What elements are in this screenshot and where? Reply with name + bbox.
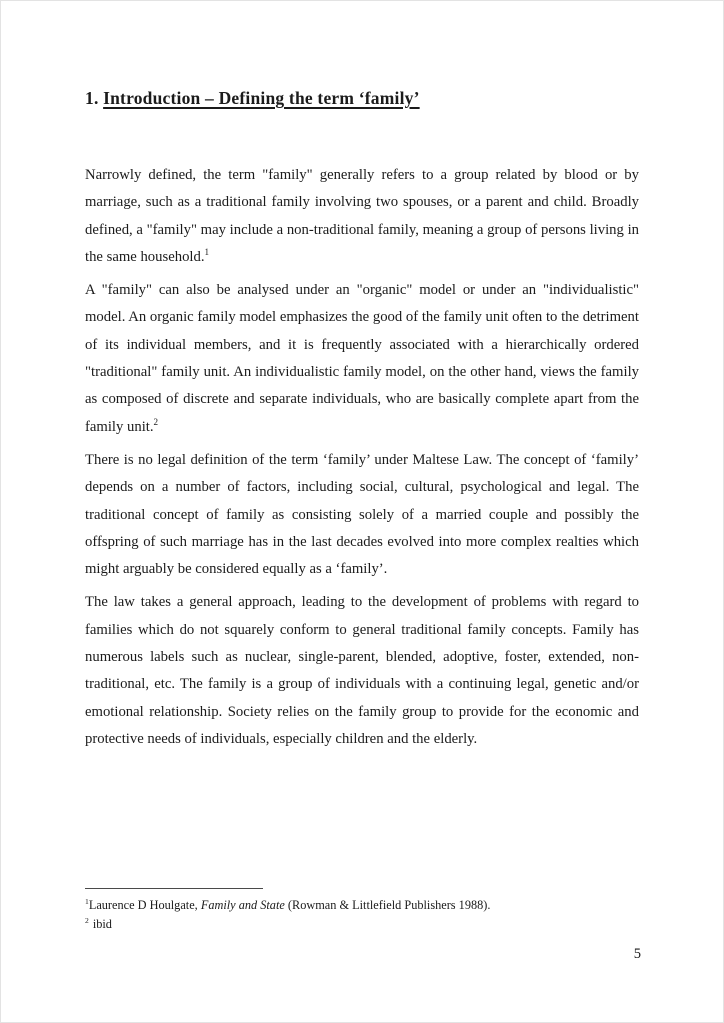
paragraph-3 <box>85 447 639 583</box>
footnote-1 <box>85 896 639 915</box>
paragraph-2 <box>85 277 639 441</box>
paragraph-4 <box>85 589 639 753</box>
paragraph-1 <box>85 162 639 271</box>
footnote-2-text: ibid <box>92 917 112 931</box>
paragraph-1-text: Narrowly defined, the term "family" generally refers to a group related by blood or by marriage, such as a traditional family involving two spouses, or a parent and child. Broadly defined, a "family" may include a non-traditional family, meaning a group of persons living in the same household. <box>85 167 639 265</box>
page-number: 5 <box>633 946 641 962</box>
section-heading <box>85 88 639 109</box>
footnote-1-work-title: Family and State <box>200 898 285 912</box>
footnote-1-marker: 1 <box>85 896 89 906</box>
footnote-area <box>85 888 639 934</box>
footnote-1-publisher: (Rowman & Littlefield Publishers 1988). <box>284 898 491 912</box>
footnote-2 <box>85 915 639 934</box>
footnote-2-marker: 2 <box>85 915 89 925</box>
footnote-separator <box>85 888 263 889</box>
paragraph-2-text: A "family" can also be analysed under an "organic" model or under an "individualistic" model. An organic family model emphasizes the good of the family unit often to the detriment of its individual members, and it is frequently associated with a hierarchically ordered "traditional" family unit. An individualistic family model, on the other hand, views the family as composed of discrete and separate individuals, who are basically complete apart from the family unit. <box>85 282 639 435</box>
footnote-reference-1: 1 <box>204 247 210 257</box>
footnote-reference-2: 2 <box>153 416 159 427</box>
section-title: Introduction – Defining the term ‘family’ <box>103 88 420 108</box>
paragraph-4-text: The law takes a general approach, leading to the development of problems with regard to families which do not squarely conform to general traditional family concepts. Family has numerous labels such as nuclear, single-parent, blended, adoptive, foster, extended, non-traditional, etc. The family is a group of individuals with a continuing legal, genetic and/or emotional relationship. Society relies on the family group to provide for the economic and protective needs of individuals, especially children and the elderly. <box>85 594 639 747</box>
page-content <box>85 88 639 759</box>
body-text <box>85 162 639 753</box>
footnote-1-author: Laurence D Houlgate, <box>88 898 201 912</box>
section-number: 1. <box>85 88 99 108</box>
paragraph-3-text: There is no legal definition of the term ‘family’ under Maltese Law. The concept of ‘family’ depends on a number of factors, including social, cultural, psychological and legal. The traditional concept of family as consisting solely of a married couple and possibly the offspring of such marriage has in the last decades evolved into more complex realties which might arguably be considered equally as a ‘family’. <box>85 451 639 578</box>
